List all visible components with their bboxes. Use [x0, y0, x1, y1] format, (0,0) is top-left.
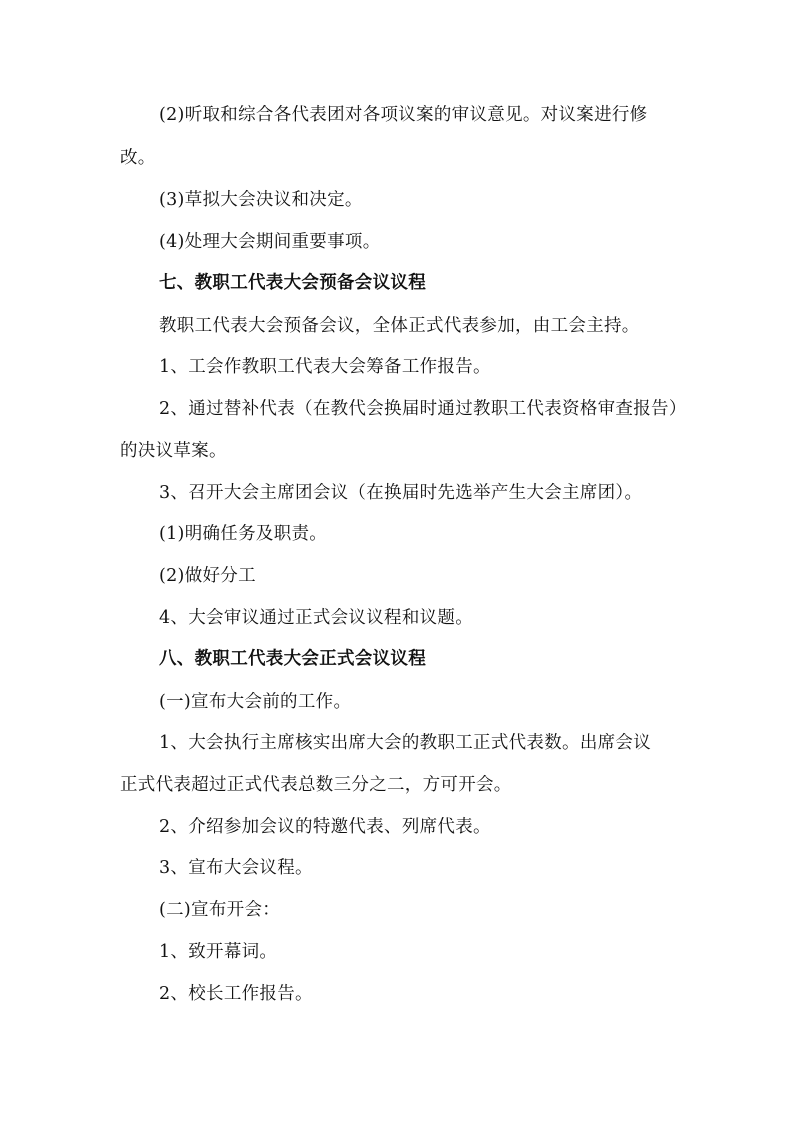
paragraph-line: 1、大会执行主席核实出席大会的教职工正式代表数。出席会议: [159, 733, 652, 753]
paragraph-line: 3、宣布大会议程。: [159, 858, 313, 878]
section-heading-7: 七、教职工代表大会预备会议议程: [159, 273, 426, 293]
paragraph-line: (2)听取和综合各代表团对各项议案的审议意见。对议案进行修: [159, 105, 648, 125]
paragraph-line: (1)明确任务及职责。: [159, 524, 328, 544]
paragraph-line: 3、召开大会主席团会议（在换届时先选举产生大会主席团）。: [159, 483, 643, 503]
paragraph-line: (4)处理大会期间重要事项。: [159, 232, 381, 252]
paragraph-line: 1、工会作教职工代表大会筹备工作报告。: [159, 357, 491, 377]
paragraph-line: (一)宣布大会前的工作。: [159, 692, 352, 712]
paragraph-line: 教职工代表大会预备会议，全体正式代表参加，由工会主持。: [159, 316, 640, 336]
paragraph-line-continuation: 正式代表超过正式代表总数三分之二，方可开会。: [120, 775, 512, 795]
section-heading-8: 八、教职工代表大会正式会议议程: [159, 649, 426, 669]
paragraph-line: (3)草拟大会决议和决定。: [159, 190, 363, 210]
paragraph-line: 4、大会审议通过正式会议议程和议题。: [159, 608, 474, 628]
paragraph-line: 2、校长工作报告。: [159, 984, 313, 1004]
paragraph-line: 2、通过替补代表（在教代会换届时通过教职工代表资格审查报告）: [159, 399, 687, 419]
paragraph-line-continuation: 改。: [120, 148, 156, 168]
paragraph-line: (二)宣布开会：: [159, 900, 281, 920]
paragraph-line: 1、致开幕词。: [159, 942, 278, 962]
paragraph-line: (2)做好分工: [159, 566, 256, 586]
paragraph-line: 2、介绍参加会议的特邀代表、列席代表。: [159, 817, 491, 837]
paragraph-line-continuation: 的决议草案。: [120, 441, 227, 461]
